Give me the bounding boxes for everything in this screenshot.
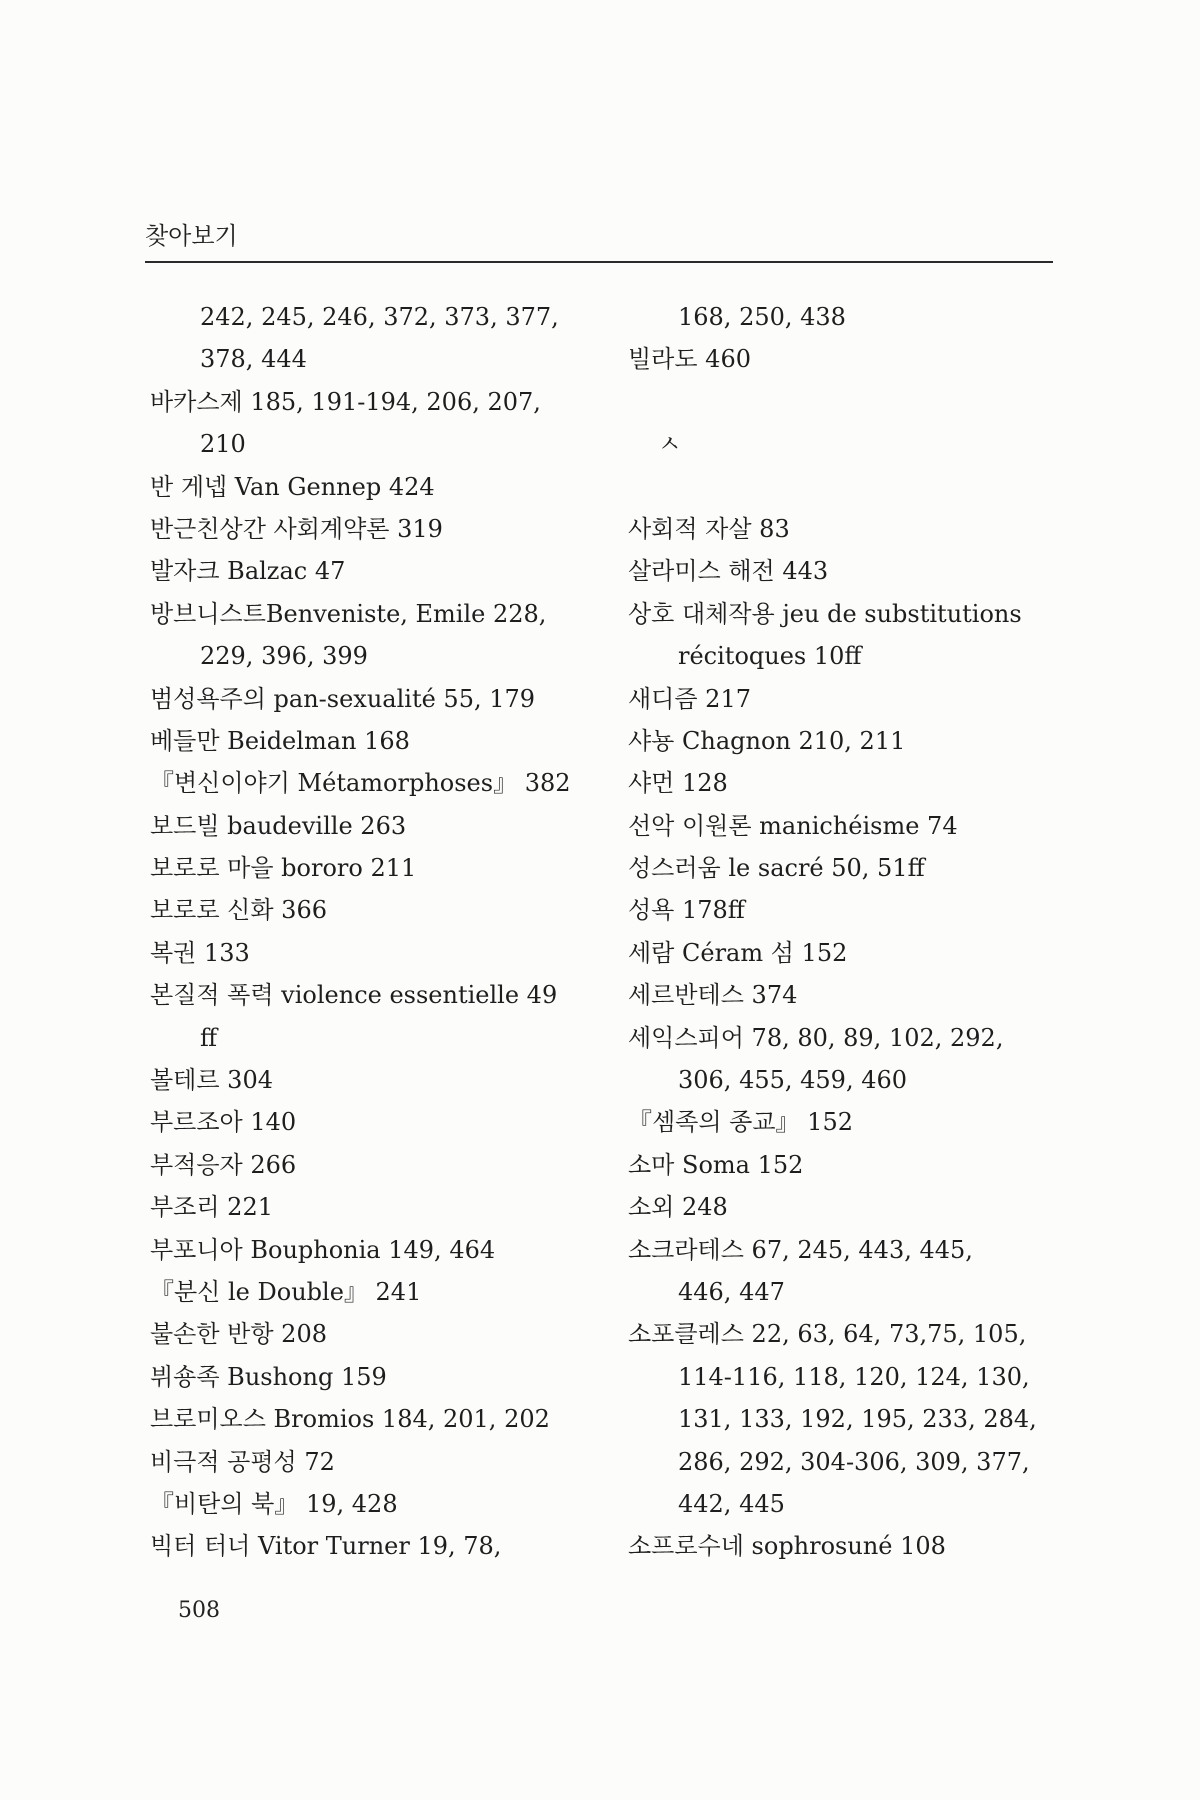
index-entry: 성욕 178ff (628, 896, 745, 925)
index-entry: 부포니아 Bouphonia 149, 464 (150, 1235, 496, 1264)
index-entry: 볼테르 304 (150, 1066, 273, 1095)
index-entry: 빅터 터너 Vitor Turner 19, 78, (150, 1532, 502, 1561)
index-continuation: 306, 455, 459, 460 (678, 1066, 908, 1095)
index-continuation: 378, 444 (200, 345, 307, 374)
index-entry: 세람 Céram 섬 152 (628, 938, 848, 967)
index-entry: 소외 248 (628, 1193, 728, 1222)
blank-line (628, 466, 1078, 508)
index-entry: 부적응자 266 (150, 1150, 297, 1179)
index-continuation: 229, 396, 399 (200, 642, 368, 671)
index-column-left (150, 296, 600, 1568)
index-continuation: 446, 447 (678, 1277, 785, 1306)
index-entry: 부조리 221 (150, 1193, 273, 1222)
index-entry: 반 게넵 Van Gennep 424 (150, 472, 435, 501)
index-entry: 사회적 자살 83 (628, 514, 790, 543)
index-continuation: 114-116, 118, 120, 124, 130, (678, 1362, 1030, 1391)
index-entry: 상호 대체작용 jeu de substitutions (628, 599, 1022, 628)
page-number: 508 (178, 1598, 220, 1623)
index-entry: 비극적 공평성 72 (150, 1447, 335, 1476)
index-entry: 뷔숑족 Bushong 159 (150, 1362, 387, 1391)
index-entry: 샤뇽 Chagnon 210, 211 (628, 726, 906, 755)
index-continuation: 131, 133, 192, 195, 233, 284, (678, 1405, 1037, 1434)
index-continuation: 286, 292, 304-306, 309, 377, (678, 1447, 1030, 1476)
index-entry: 방브니스트Benveniste, Emile 228, (150, 599, 547, 628)
index-entry: 샤먼 128 (628, 769, 728, 798)
header-rule (145, 261, 1053, 263)
running-header: 찾아보기 (145, 222, 238, 250)
blank-line (628, 381, 1078, 423)
index-continuation: 242, 245, 246, 372, 373, 377, (200, 303, 559, 331)
index-entry: 세르반테스 374 (628, 981, 798, 1010)
index-entry: 선악 이원론 manichéisme 74 (628, 811, 958, 840)
index-continuation: 210 (200, 430, 246, 459)
index-continuation: récitoques 10ff (678, 642, 862, 671)
index-entry: 『셈족의 종교』 152 (628, 1108, 853, 1137)
index-entry: 소프로수네 sophrosuné 108 (628, 1532, 946, 1561)
index-entry: 반근친상간 사회계약론 319 (150, 514, 443, 543)
index-column-right (628, 296, 1078, 1568)
index-entry: 복권 133 (150, 938, 250, 967)
index-entry: 소포클레스 22, 63, 64, 73,75, 105, (628, 1320, 1027, 1349)
index-entry: 소크라테스 67, 245, 443, 445, (628, 1235, 973, 1264)
index-entry: 『비탄의 북』 19, 428 (150, 1489, 398, 1518)
section-letter: ㅅ (658, 430, 682, 459)
index-entry: 보드빌 baudeville 263 (150, 811, 407, 840)
index-entry: 새디즘 217 (628, 684, 751, 713)
index-entry: 브로미오스 Bromios 184, 201, 202 (150, 1405, 550, 1434)
index-entry: 본질적 폭력 violence essentielle 49 (150, 981, 558, 1010)
index-entry: 소마 Soma 152 (628, 1150, 804, 1179)
index-entry: 보로로 신화 366 (150, 896, 327, 925)
index-continuation: 442, 445 (678, 1489, 785, 1518)
index-entry: 발자크 Balzac 47 (150, 557, 346, 586)
index-entry: 살라미스 해전 443 (628, 557, 829, 586)
index-continuation: ff (200, 1023, 218, 1052)
index-entry: 바카스제 185, 191-194, 206, 207, (150, 387, 541, 416)
index-entry: 『변신이야기 Métamorphoses』 382 (150, 769, 571, 798)
index-continuation: 168, 250, 438 (678, 303, 846, 331)
index-entry: 베들만 Beidelman 168 (150, 726, 410, 755)
index-entry: 범성욕주의 pan-sexualité 55, 179 (150, 684, 536, 713)
index-entry: 『분신 le Double』 241 (150, 1277, 422, 1306)
index-entry: 보로로 마을 bororo 211 (150, 854, 417, 883)
index-entry: 세익스피어 78, 80, 89, 102, 292, (628, 1023, 1004, 1052)
index-entry: 불손한 반항 208 (150, 1320, 327, 1349)
index-entry: 부르조아 140 (150, 1108, 297, 1137)
index-entry: 성스러움 le sacré 50, 51ff (628, 854, 925, 883)
index-entry: 빌라도 460 (628, 345, 751, 374)
